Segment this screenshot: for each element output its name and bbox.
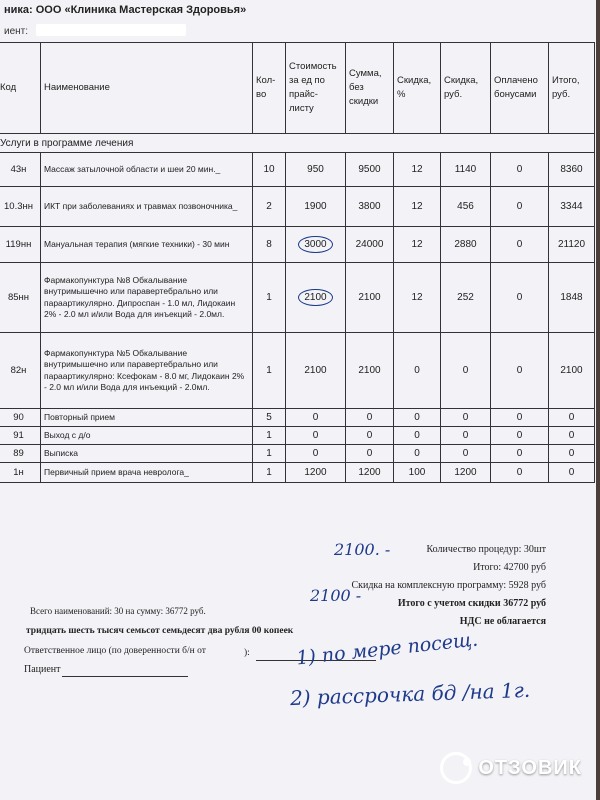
cell-bonus: 0 bbox=[491, 333, 549, 409]
cell-code: 89 bbox=[0, 445, 41, 463]
total-with-discount: Итого с учетом скидки 36772 руб bbox=[397, 598, 546, 609]
cell-total: 8360 bbox=[549, 153, 595, 187]
col-header-sum: Сумма, без скидки bbox=[346, 43, 394, 134]
cell-name: Массаж затылочной области и шеи 20 мин._ bbox=[41, 153, 253, 187]
cell-disc-rub: 1140 bbox=[441, 153, 491, 187]
cell-disc-pct: 12 bbox=[394, 263, 441, 333]
cell-qty: 2 bbox=[253, 187, 286, 227]
cell-bonus: 0 bbox=[491, 263, 549, 333]
cell-sum: 0 bbox=[346, 427, 394, 445]
cell-bonus: 0 bbox=[491, 409, 549, 427]
cell-name: Фармакопунктура №5 Обкалывание внутримышечно или паравертебрально или параартикулярно: Ксефокам - 8.0 мг, Лидокаин 2% - 2.0 мл и/или Вода для инъекций - 2.0мл. bbox=[41, 333, 253, 409]
vat-note: НДС не облагается bbox=[459, 616, 546, 627]
cell-name: Повторный прием bbox=[41, 409, 253, 427]
cell-qty: 1 bbox=[253, 263, 286, 333]
cell-disc-rub: 2880 bbox=[441, 227, 491, 263]
cell-code: 10.3нн bbox=[0, 187, 41, 227]
clinic-title: ника: ООО «Клиника Мастерская Здоровья» bbox=[4, 4, 247, 16]
cell-qty: 1 bbox=[253, 445, 286, 463]
responsible-bracket: ): bbox=[244, 648, 250, 658]
cell-disc-rub: 0 bbox=[441, 445, 491, 463]
cell-code: 91 bbox=[0, 427, 41, 445]
procedure-count: Количество процедур: 30шт bbox=[426, 544, 546, 555]
cell-price: 1900 bbox=[286, 187, 346, 227]
cell-sum: 2100 bbox=[346, 333, 394, 409]
col-header-disc-pct: Скидка, % bbox=[394, 43, 441, 134]
cell-qty: 10 bbox=[253, 153, 286, 187]
cell-sum: 0 bbox=[346, 445, 394, 463]
section-title: Услуги в программе лечения bbox=[0, 134, 253, 153]
cell-code: 43н bbox=[0, 153, 41, 187]
table-row bbox=[0, 427, 595, 445]
cell-disc-rub: 0 bbox=[441, 333, 491, 409]
cell-bonus: 0 bbox=[491, 445, 549, 463]
cell-bonus: 0 bbox=[491, 427, 549, 445]
discount-amount: Скидка на комплексную программу: 5928 руб bbox=[351, 580, 546, 591]
table-row bbox=[0, 187, 595, 227]
cell-code: 85нн bbox=[0, 263, 41, 333]
cell-qty: 8 bbox=[253, 227, 286, 263]
cell-price: 0 bbox=[286, 409, 346, 427]
cell-disc-pct: 0 bbox=[394, 409, 441, 427]
table-row bbox=[0, 153, 595, 187]
patient-signature-line bbox=[62, 676, 188, 677]
cell-sum: 9500 bbox=[346, 153, 394, 187]
col-header-code: Код bbox=[0, 43, 41, 134]
cell-disc-pct: 12 bbox=[394, 153, 441, 187]
cell-total: 3344 bbox=[549, 187, 595, 227]
cell-total: 2100 bbox=[549, 333, 595, 409]
table-row bbox=[0, 227, 595, 263]
cell-bonus: 0 bbox=[491, 463, 549, 483]
col-header-total: Итого, руб. bbox=[549, 43, 595, 134]
cell-name: Выписка bbox=[41, 445, 253, 463]
cell-total: 21120 bbox=[549, 227, 595, 263]
col-header-disc-rub: Скидка, руб. bbox=[441, 43, 491, 134]
otzovik-logo-icon bbox=[440, 752, 472, 784]
table-row bbox=[0, 445, 595, 463]
responsible-person-label: Ответственное лицо (по доверенности б/н от bbox=[24, 646, 206, 656]
cell-qty: 1 bbox=[253, 427, 286, 445]
handwritten-note-2: 2100 - bbox=[310, 586, 362, 605]
cell-name: Мануальная терапия (мягкие техники) - 30 мин bbox=[41, 227, 253, 263]
cell-sum: 0 bbox=[346, 409, 394, 427]
patient-signature-label: Пациент bbox=[24, 664, 61, 675]
cell-disc-pct: 12 bbox=[394, 187, 441, 227]
cell-code: 90 bbox=[0, 409, 41, 427]
col-header-price: Стоимость за ед по прайс-листу bbox=[286, 43, 346, 134]
cell-disc-pct: 0 bbox=[394, 445, 441, 463]
cell-name: ИКТ при заболеваниях и травмах позвоночника_ bbox=[41, 187, 253, 227]
cell-disc-pct: 12 bbox=[394, 227, 441, 263]
table-header-row bbox=[0, 43, 595, 134]
services-table bbox=[0, 42, 595, 483]
otzovik-watermark bbox=[440, 752, 582, 784]
cell-price: 0 bbox=[286, 445, 346, 463]
section-row bbox=[0, 134, 595, 153]
cell-total: 0 bbox=[549, 427, 595, 445]
cell-code: 1н bbox=[0, 463, 41, 483]
cell-bonus: 0 bbox=[491, 153, 549, 187]
cell-price: 2100 bbox=[298, 289, 332, 306]
cell-disc-rub: 252 bbox=[441, 263, 491, 333]
col-header-bonus: Оплачено бонусами bbox=[491, 43, 549, 134]
cell-price: 2100 bbox=[286, 333, 346, 409]
table-row bbox=[0, 263, 595, 333]
cell-disc-pct: 0 bbox=[394, 333, 441, 409]
cell-name: Выход с д/о bbox=[41, 427, 253, 445]
cell-total: 1848 bbox=[549, 263, 595, 333]
cell-sum: 2100 bbox=[346, 263, 394, 333]
handwritten-line-2: 2) рассрочка бд /на 1г. bbox=[289, 677, 531, 711]
cell-sum: 3800 bbox=[346, 187, 394, 227]
cell-total: 0 bbox=[549, 463, 595, 483]
table-row bbox=[0, 409, 595, 427]
total-amount: Итого: 42700 руб bbox=[473, 562, 546, 573]
cell-bonus: 0 bbox=[491, 227, 549, 263]
amount-in-words: тридцать шесть тысяч семьсот семьдесят два рубля 00 копеек bbox=[26, 626, 294, 636]
col-header-name: Наименование bbox=[41, 43, 253, 134]
cell-code: 82н bbox=[0, 333, 41, 409]
cell-price: 950 bbox=[286, 153, 346, 187]
cell-price: 1200 bbox=[286, 463, 346, 483]
watermark-text: ОТЗОВИК bbox=[478, 756, 582, 779]
cell-qty: 5 bbox=[253, 409, 286, 427]
handwritten-note-1: 2100. - bbox=[334, 540, 391, 559]
cell-disc-pct: 0 bbox=[394, 427, 441, 445]
cell-disc-pct: 100 bbox=[394, 463, 441, 483]
table-row bbox=[0, 463, 595, 483]
handwritten-line-1: 1) по мере посещ. bbox=[295, 628, 479, 670]
cell-bonus: 0 bbox=[491, 187, 549, 227]
cell-disc-rub: 0 bbox=[441, 409, 491, 427]
cell-name: Фармакопунктура №8 Обкалывание внутримышечно или паравертебрально или параартикулярно. Дипроспан - 1.0 мл, Лидокаин 2% - 2.0 мл и/или Вода для инъекций - 2.0мл. bbox=[41, 263, 253, 333]
col-header-qty: Кол-во bbox=[253, 43, 286, 134]
cell-code: 119нн bbox=[0, 227, 41, 263]
cell-name: Первичный прием врача невролога_ bbox=[41, 463, 253, 483]
cell-price: 0 bbox=[286, 427, 346, 445]
cell-disc-rub: 0 bbox=[441, 427, 491, 445]
items-total: Всего наименований: 30 на сумму: 36772 руб. bbox=[30, 606, 206, 616]
cell-qty: 1 bbox=[253, 463, 286, 483]
cell-sum: 1200 bbox=[346, 463, 394, 483]
patient-label: иент: bbox=[4, 26, 29, 37]
redaction-box bbox=[36, 24, 186, 36]
cell-disc-rub: 1200 bbox=[441, 463, 491, 483]
table-row bbox=[0, 333, 595, 409]
cell-sum: 24000 bbox=[346, 227, 394, 263]
cell-qty: 1 bbox=[253, 333, 286, 409]
cell-total: 0 bbox=[549, 409, 595, 427]
cell-price: 3000 bbox=[298, 236, 332, 253]
cell-disc-rub: 456 bbox=[441, 187, 491, 227]
cell-total: 0 bbox=[549, 445, 595, 463]
